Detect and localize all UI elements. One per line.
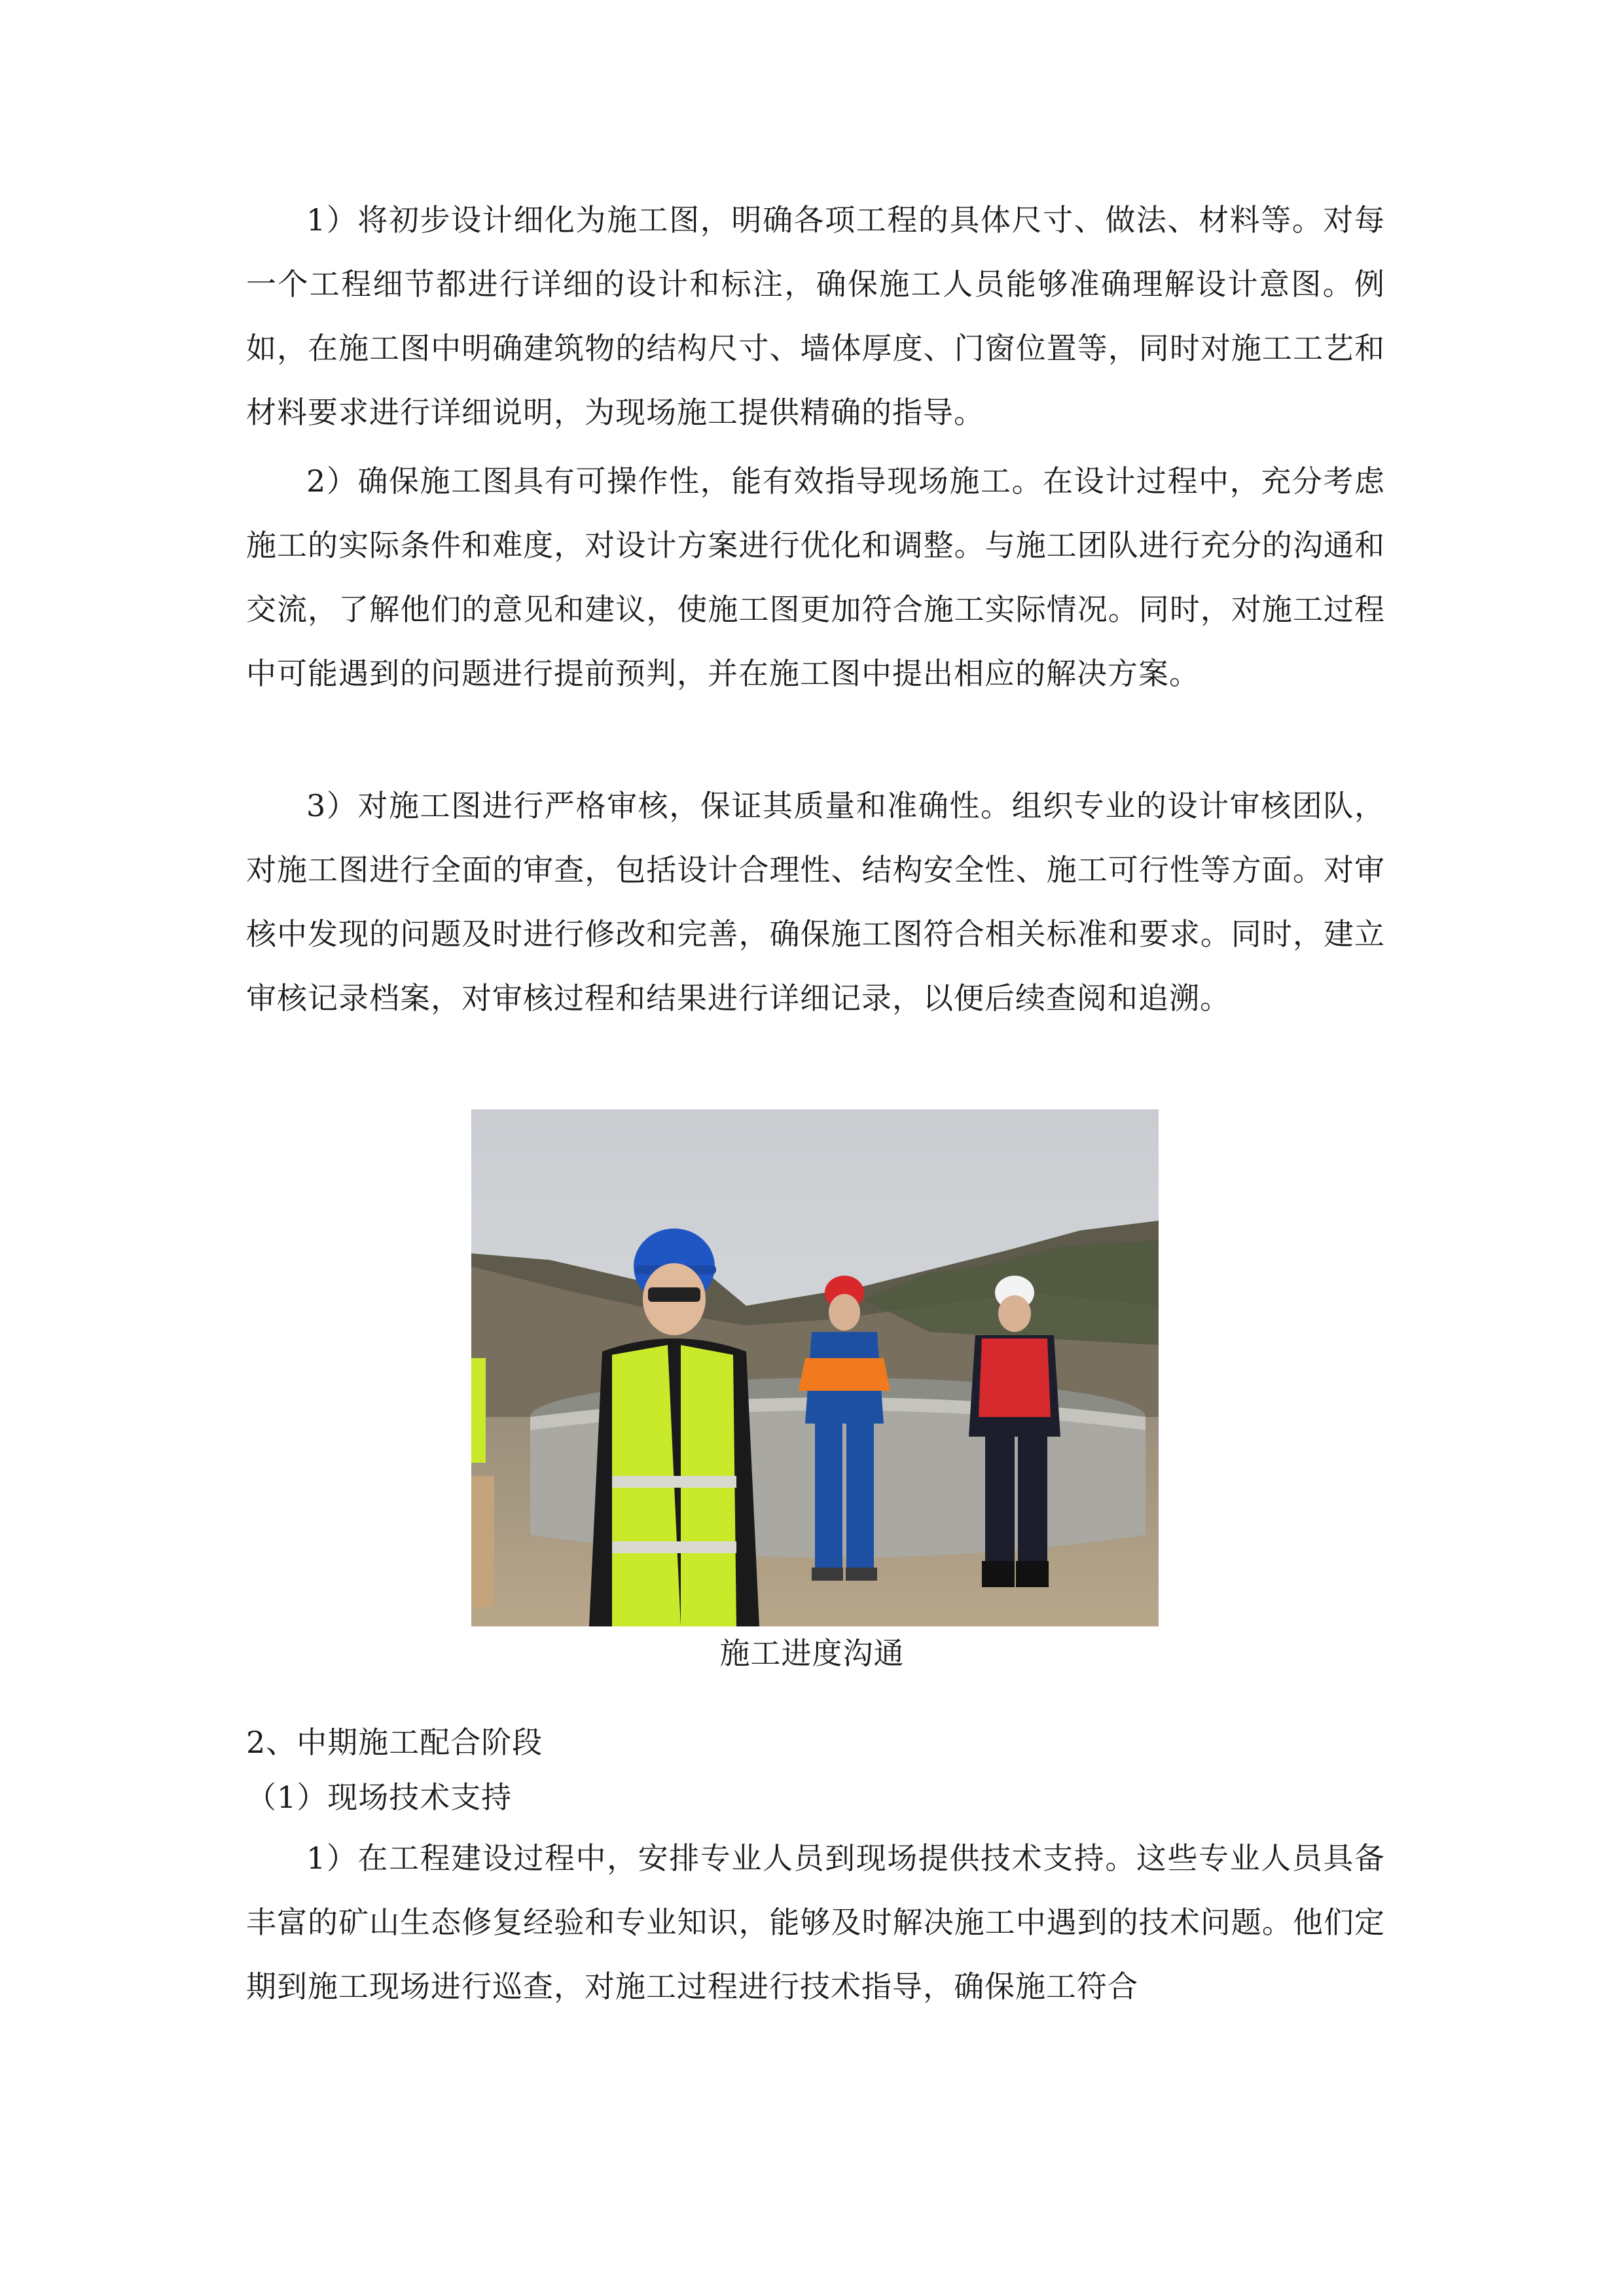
section-heading: 2、中期施工配合阶段 <box>246 1725 543 1760</box>
paragraph-2-text: 2）确保施工图具有可操作性，能有效指导现场施工。在设计过程中，充分考虑施工的实际条件和难度，对设计方案进行优化和调整。与施工团队进行充分的沟通和交流，了解他们的意见和建议，使施工图更加符合施工实际情况。同时，对施工过程中可能遇到的问题进行提前预判，并在施工图中提出相应的解决方案。 <box>246 463 1385 691</box>
subsection-heading: （1）现场技术支持 <box>246 1780 513 1815</box>
construction-site-photo <box>471 1109 1159 1626</box>
paragraph-4-text: 1）在工程建设过程中，安排专业人员到现场提供技术支持。这些专业人员具备丰富的矿山生态修复经验和专业知识，能够及时解决施工中遇到的技术问题。他们定期到施工现场进行巡查，对施工过程进行技术指导，确保施工符合 <box>246 1840 1385 2004</box>
paragraph-4 <box>246 1826 1385 2018</box>
photo-caption: 施工进度沟通 <box>719 1636 905 1671</box>
paragraph-3-text: 3）对施工图进行严格审核，保证其质量和准确性。组织专业的设计审核团队，对施工图进行全面的审查，包括设计合理性、结构安全性、施工可行性等方面。对审核中发现的问题及时进行修改和完善，确保施工图符合相关标准和要求。同时，建立审核记录档案，对审核过程和结果进行详细记录，以便后续查阅和追溯。 <box>246 788 1385 1016</box>
paragraph-1 <box>246 188 1385 444</box>
photo-illustration <box>471 1109 1159 1626</box>
paragraph-3 <box>246 774 1385 1030</box>
paragraph-1-text: 1）将初步设计细化为施工图，明确各项工程的具体尺寸、做法、材料等。对每一个工程细节都进行详细的设计和标注，确保施工人员能够准确理解设计意图。例如，在施工图中明确建筑物的结构尺寸、墙体厚度、门窗位置等，同时对施工工艺和材料要求进行详细说明，为现场施工提供精确的指导。 <box>246 202 1385 430</box>
paragraph-2 <box>246 449 1385 706</box>
